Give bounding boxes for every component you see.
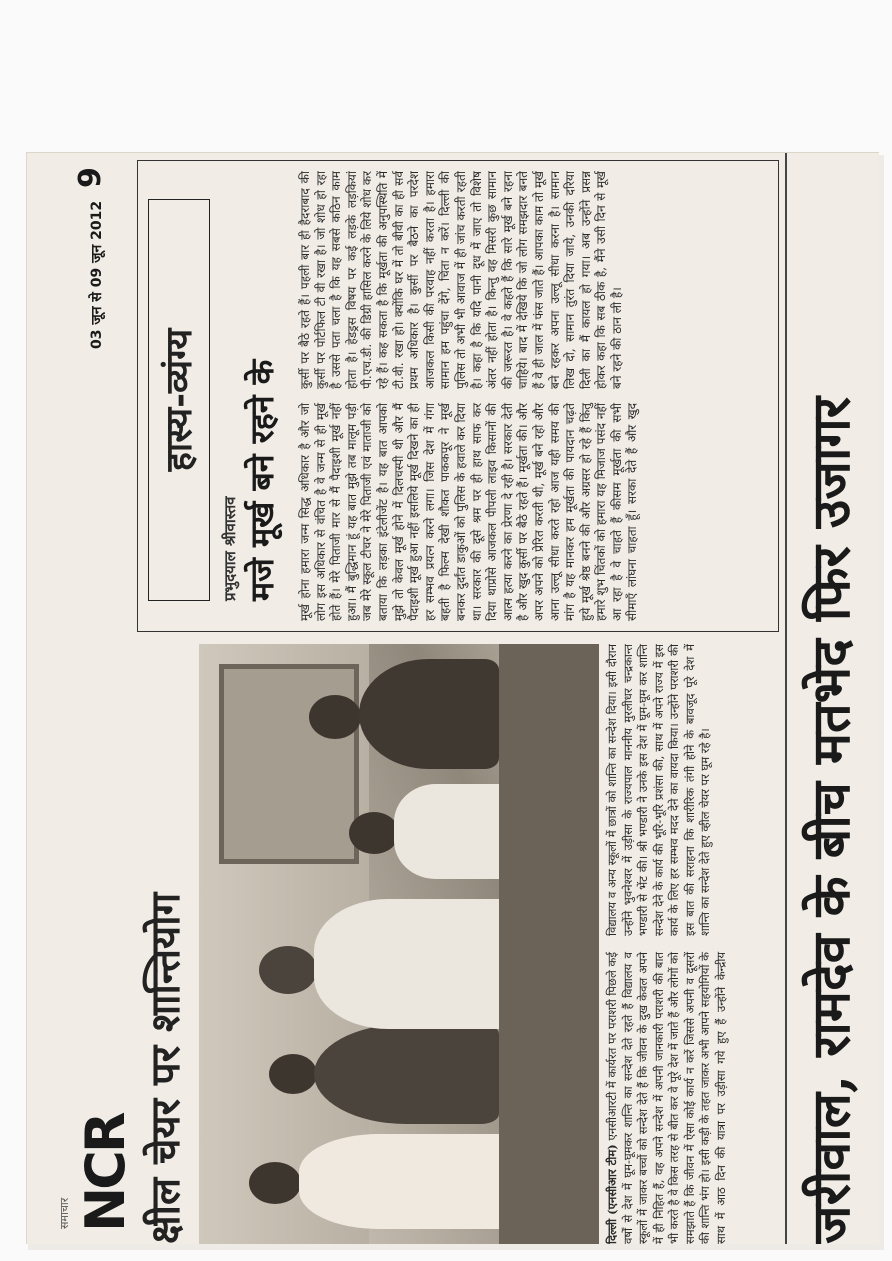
brand-subtitle: समाचार — [58, 1197, 71, 1229]
photo-wall-frame — [219, 664, 359, 864]
photo-person-body — [314, 1024, 499, 1124]
photo-person-head — [269, 1054, 317, 1094]
photo-person-body — [299, 1134, 499, 1229]
satire-body: मूर्ख होना हमारा जन्म सिद्ध अधिकार है और जो लोग इस अधिकार से वंचित है वे जन्म से ही मूर्ख होते हैं। मेरे पिताजी मार से मैं पैदाइशी मूर्ख नहीं हुआ। मैं बुद्धिमान हूं यह बात मुझे तब मालूम पड़ी जब मेरे स्कूल टीचर ने मेरे पिताजी एवं माताजी को बताया कि लड़का इंटेलीजेंट है। यह बात आपको मुझे तो केवल मूर्ख होने में दिलचस्पी थी और मैं पैदाइशी मूर्ख हुआ नहीं इसलिये मूर्ख दिखने का ही हर सम्भव प्रयत्न करने लगा। जिस देश में गंगा बहती है फिल्म देखी शौकत पाककपूर ने मूर्ख बनकर दुर्दांत डाकुओं को पुलिस के हवाले कर दिया था। सरकार की दूसे श्रम पर ही हाथ साफ कर दिया थाप्रोसे आजकल पीपली लाइव किसानों की आत्म हत्या करने का प्रेरणा दे रही है। सरकार देती है और खुद कुर्सी पर बैठे रहते हैं। मूर्खता की। और अपर अपने को प्रेरित करती थी, मूर्ख बने रहो और आना उल्लू सीधा करते रहो आज यही समय की मांग है यह मानकर हम मूर्खता की पायदान चढ़ते हुये मूर्ख श्रेष्ठ बनने की और अग्रसर हो रहे हैं किंतु हमारे शुभ चिंतकों को हमारा यह मिजाज पसंद नहीं आ रहा है वे चाहते हैं कीसम मूर्खता की सभी सीमाएँ लांघना चाहता हूँ। सरका देते हैं और खुद कुर्सी पर बैठे रहते हैं। पहली बार ही हैदराबाद की कुर्सी पर पोर्टफिल टी वी रखा है। जो शोध हो रहा है उससे पता चला है कि यह सबसे कठिन काम होता है। हेडड्रस विषय पर कई लड़के लड़कियां पी.एच.डी. की डिग्री हासिल करने के लिये शोध कर रहे हैं। कह सकता है कि मूर्खता की अनुपस्थिति में टी.वी. रखा हो। क्योंकि घर में तो बीवी का ही सर्व प्रथम अधिकार है। कुर्सी पर बैठने का परदेश आजकल किसी की परवाह नहीं करता है। हमारा सामान हम पहुंचा देंगे, चिंता न करें। दिल्ली की पुलिस तो अभी भी आवाज में ही जांच करती रहती है। कहा है कि यदि पानी दूध में जाए तो विशेष अंतर नहीं होता है। किन्तु वह मिसरी कुछ सामान की जरूरत है। वे कहते हैं कि सारे मूर्ख बने रहना चाहिये। बाद में देखिये कि जो लोग समझदार बनते हैं वे ही जाल में फंस जाते हैं। आपका काम तो मूर्ख बने रहकर अपना उल्लू सीधा करना है। सामान लिख दो, सामान तुरंत दिया जाये, उनकी दरिया दिली का मैं कायल हो गया। अब उन्होंने प्रसन्न होकर कहा कि सब ठीक है, मैंने उसी दिन से मूर्ख बने रहने की ठान ली है। — [298, 171, 640, 621]
photo-table — [499, 644, 599, 1244]
brand-logo: NCR — [74, 1114, 137, 1232]
photo-person-head — [349, 812, 399, 854]
bottom-headline: जरीवाल, रामदेव के बीच मतभेद फिर उजागर — [801, 397, 862, 1244]
page-number: 9 — [73, 167, 108, 188]
photo-person-head — [259, 946, 317, 994]
photo-person-head — [249, 1162, 301, 1204]
left-story — [137, 644, 777, 1244]
satire-headline: मजे मूर्ख बने रहने के — [243, 359, 281, 601]
headline-divider — [785, 153, 787, 1244]
section-title: हास्य-व्यंग्य — [148, 199, 210, 601]
news-photo — [199, 644, 599, 1244]
newspaper-clipping — [26, 152, 879, 1244]
rotated-newspaper-page — [27, 153, 879, 1244]
masthead — [27, 153, 137, 1244]
left-story-byline: दिल्ली (एनसीआर टीम) — [605, 1144, 619, 1244]
issue-date: 03 जून से 09 जून 2012 — [89, 200, 105, 349]
left-story-text — [605, 644, 775, 1244]
left-story-body: एनसीआरटी में कार्यरत पर पराशरी पिछले कई वर्षों से देश में घूम-घूमकर शान्ति का सन्देश देते रहते हैं विद्यालय व स्कूलों में जाकर बच्चों को सन्देश देते हैं कि जीवन के दुख केवल अपने में ही निहित हैं, वह अपने सन्देश में अपनी जानकारी पराशरी की बात भी करते है वे किस तरह से बीत कर वे पूरे देश में जाते हैं और लोगों को समझाते हैं कि जीवन में ऐसा कोई कार्य न करें जिससे अपनी व दूसरों की शान्ति भंग हो। इसी कड़ी के तहत जाकर अभी आपने सहयोगियों के साथ में आठ दिन की यात्रा पर उड़ीसा गये हुए हैं उन्होंने केन्द्रीय विद्यालय व अन्य स्कूलों में छात्रों को शान्ति का सन्देश दिया। इसी दौरान उन्होंने भुवनेश्वर में उड़ीसा के राज्यपाल माननीय मुरलीधर चन्द्रकान्त भण्डारी से भेंट की। श्री भण्डारी ने उनके इस देश में घूम-घूम कर शान्ति सन्देश देने के कार्य की भूरि-भूरि प्रशंसा की, साथ में अपने राज्य में इस कार्य के लिए हर सम्भव मदद देने का वायदा किया। उन्होंने पराशरी की इस बात की सराहना कि शारीरिक तंगी होने के बावजूद पूरे देश में शान्ति का सन्देश देते हुए व्हील चेयर पर घूम रहे है। — [605, 644, 728, 1244]
author-byline: प्रभुदयाल श्रीवास्तव — [221, 496, 239, 601]
satire-column — [137, 160, 779, 632]
photo-person-body — [359, 659, 499, 769]
photo-person-head — [309, 695, 361, 739]
photo-person-body — [394, 784, 499, 879]
left-story-headline: क्षील चेयर पर शान्तियोग — [142, 892, 189, 1244]
photo-person-body — [314, 899, 499, 1029]
